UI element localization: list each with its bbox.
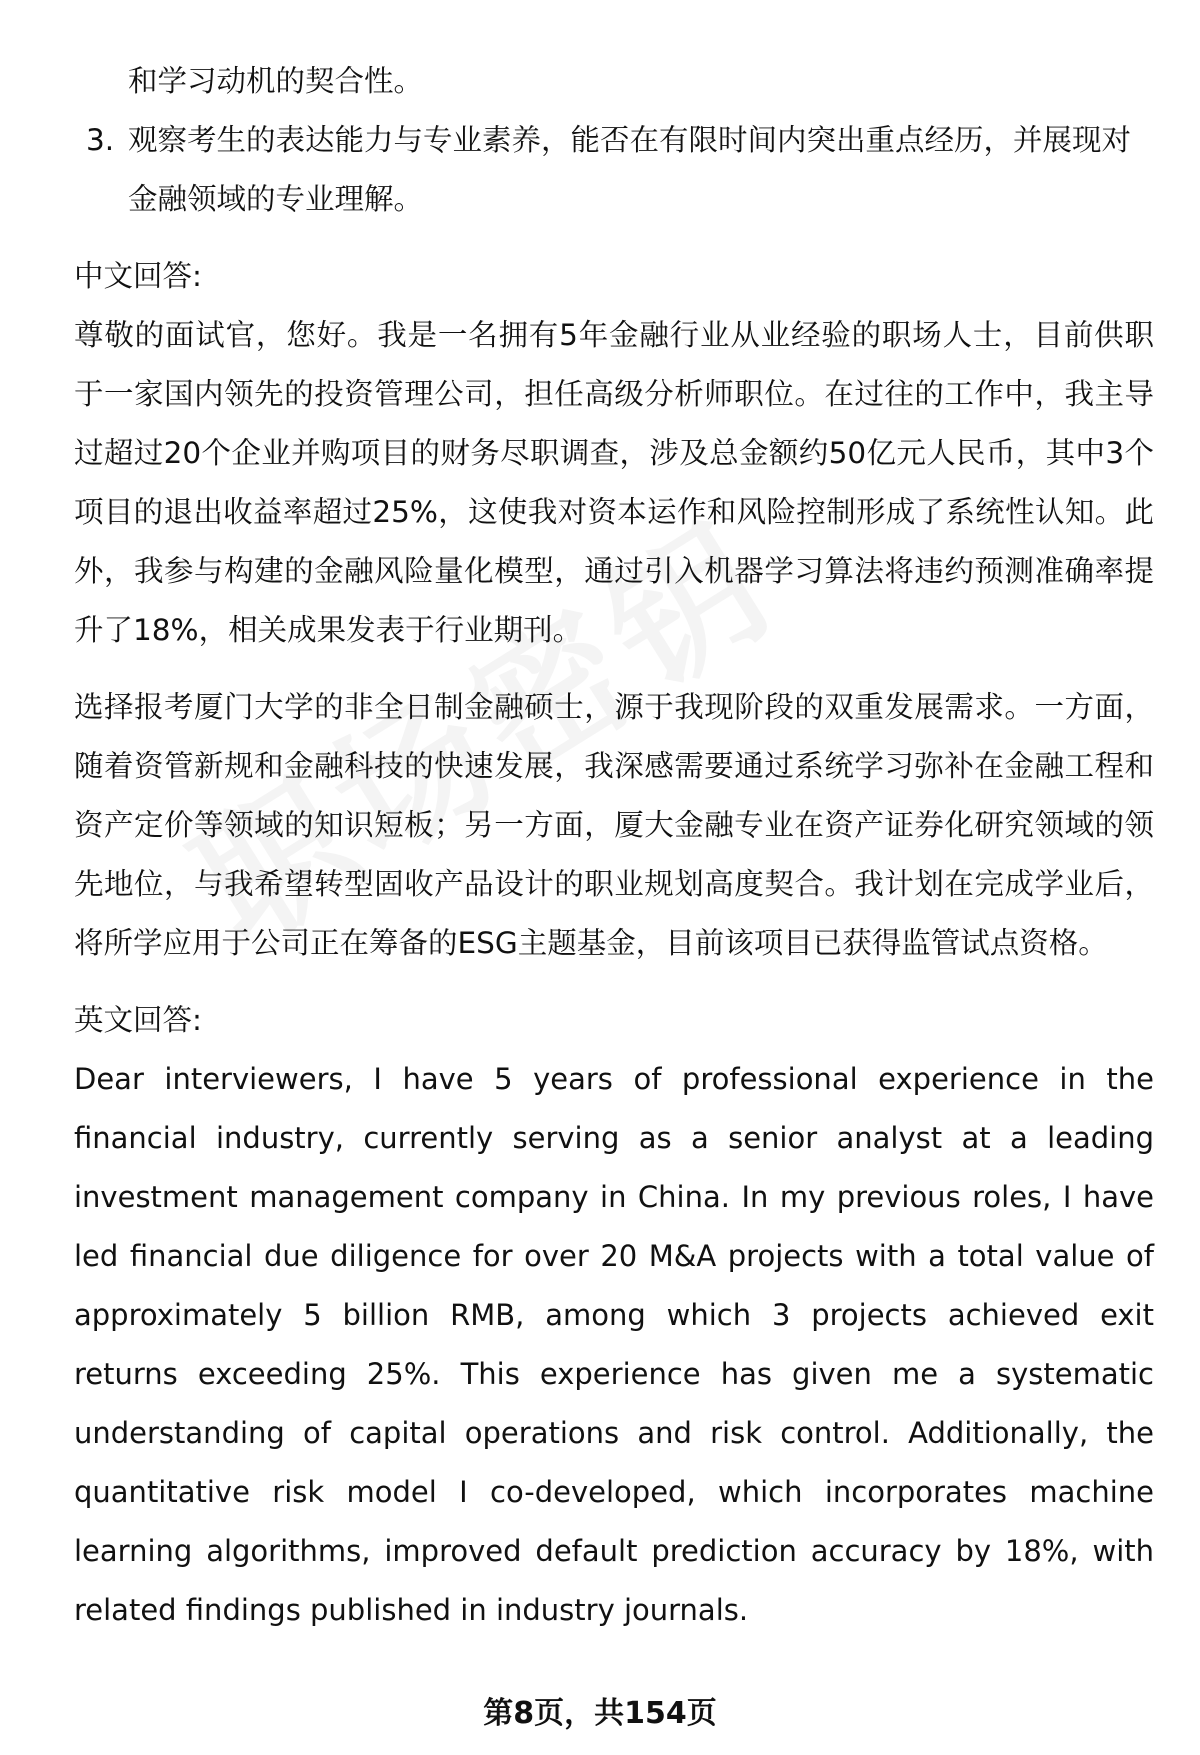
list-item-text: 观察考生的表达能力与专业素养，能否在有限时间内突出重点经历，并展现对金融领域的专业理解。 [128, 123, 1132, 216]
page-content [74, 52, 1154, 1640]
english-answer-paragraph-1: Dear interviewers, I have 5 years of professional experience in the financial industry, currently serving as a senior analyst at a leading investment management company in China. In my previous roles, I have led financial due diligence for over 20 M&A projects with a total value of approximately 5 billion RMB, among which 3 projects achieved exit returns exceeding 25%. This experience has given me a systematic understanding of capital operations and risk control. Additionally, the quantitative risk model I co-developed, which incorporates machine learning algorithms, improved default prediction accuracy by 18%, with related findings published in industry journals. [74, 1062, 1154, 1627]
english-answer-heading: 英文回答: [74, 1003, 202, 1037]
list-item-continuation: 和学习动机的契合性。 [128, 64, 424, 98]
page-number-footer: 第8页，共154页 [483, 1696, 717, 1731]
list-item-number: 3. [86, 123, 115, 157]
chinese-answer-paragraph-1: 尊敬的面试官，您好。我是一名拥有5年金融行业从业经验的职场人士，目前供职于一家国内领先的投资管理公司，担任高级分析师职位。在过往的工作中，我主导过超过20个企业并购项目的财务尽职调查，涉及总金额约50亿元人民币，其中3个项目的退出收益率超过25%，这使我对资本运作和风险控制形成了系统性认知。此外，我参与构建的金融风险量化模型，通过引入机器学习算法将违约预测准确率提升了18%，相关成果发表于行业期刊。 [74, 318, 1154, 647]
chinese-answer-heading: 中文回答: [74, 259, 202, 293]
list-item-3 [74, 111, 1154, 229]
chinese-answer-paragraph-2: 选择报考厦门大学的非全日制金融硕士，源于我现阶段的双重发展需求。一方面，随着资管新规和金融科技的快速发展，我深感需要通过系统学习弥补在金融工程和资产定价等领域的知识短板；另一方面，厦大金融专业在资产证券化研究领域的领先地位，与我希望转型固收产品设计的职业规划高度契合。我计划在完成学业后，将所学应用于公司正在筹备的ESG主题基金，目前该项目已获得监管试点资格。 [74, 690, 1154, 960]
